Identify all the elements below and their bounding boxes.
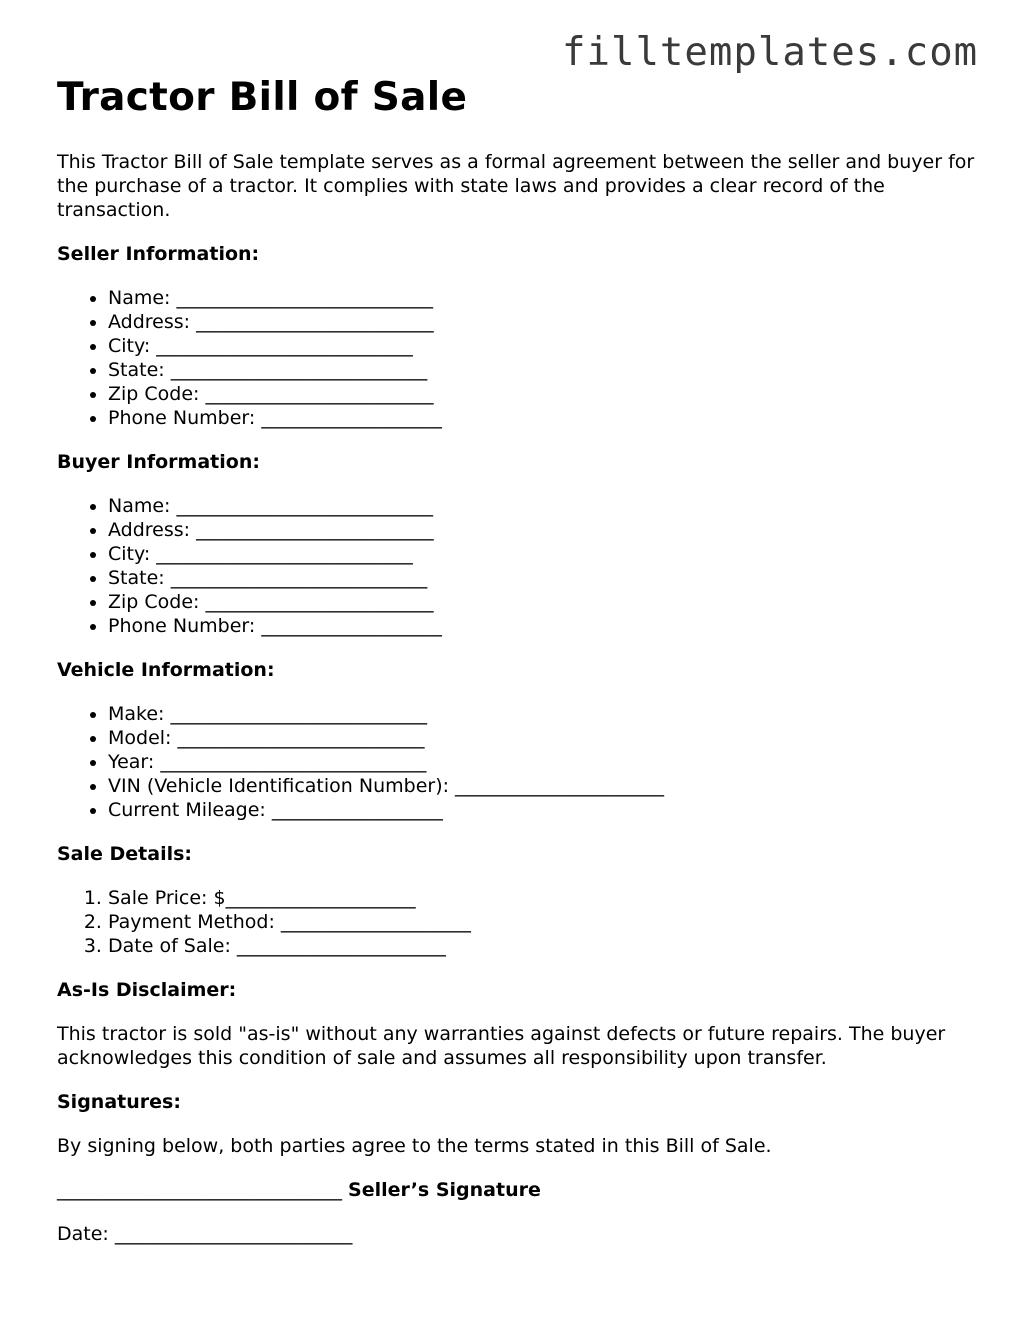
buyer-heading: Buyer Information:	[57, 451, 260, 473]
buyer-list	[57, 494, 997, 638]
vehicle-model-field[interactable]: • Model: __________________________	[108, 726, 997, 750]
signature-date-field[interactable]: Date: _________________________	[57, 1223, 353, 1245]
signatures-text: By signing below, both parties agree to the terms stated in this Bill of Sale.	[57, 1135, 772, 1157]
disclaimer-text: This tractor is sold "as-is" without any warranties against defects or future repairs. The buyer acknowledges this condition of sale and assumes all responsibility upon transfer.	[57, 1023, 946, 1069]
page-title: Tractor Bill of Sale	[57, 75, 468, 120]
seller-phone-field[interactable]: • Phone Number: ___________________	[108, 406, 997, 430]
watermark-logo: filltemplates.com	[562, 30, 979, 75]
buyer-zip-field[interactable]: • Zip Code: ________________________	[108, 590, 997, 614]
intro-paragraph: This Tractor Bill of Sale template serves as a formal agreement between the seller and buyer for the purchase of a tractor. It complies with state laws and provides a clear record of the transaction.	[57, 151, 975, 221]
vehicle-vin-field[interactable]: • VIN (Vehicle Identification Number): ______________________	[108, 774, 997, 798]
buyer-phone-field[interactable]: • Phone Number: ___________________	[108, 614, 997, 638]
sale-heading: Sale Details:	[57, 843, 193, 865]
vehicle-heading: Vehicle Information:	[57, 659, 275, 681]
seller-heading: Seller Information:	[57, 243, 260, 265]
seller-name-field[interactable]: • Name: ___________________________	[108, 286, 997, 310]
sale-price-field[interactable]: 1. Sale Price: $____________________	[108, 886, 997, 910]
buyer-name-field[interactable]: • Name: ___________________________	[108, 494, 997, 518]
vehicle-make-field[interactable]: • Make: ___________________________	[108, 702, 997, 726]
seller-zip-field[interactable]: • Zip Code: ________________________	[108, 382, 997, 406]
seller-signature-line[interactable]: ______________________________	[57, 1179, 342, 1201]
disclaimer-heading: As-Is Disclaimer:	[57, 979, 237, 1001]
buyer-state-field[interactable]: • State: ___________________________	[108, 566, 997, 590]
document-page	[57, 76, 997, 1246]
seller-list	[57, 286, 997, 430]
seller-signature-label: Seller’s Signature	[348, 1179, 541, 1201]
signatures-heading: Signatures:	[57, 1091, 181, 1113]
sale-list	[57, 886, 997, 958]
buyer-address-field[interactable]: • Address: _________________________	[108, 518, 997, 542]
seller-address-field[interactable]: • Address: _________________________	[108, 310, 997, 334]
seller-city-field[interactable]: • City: ___________________________	[108, 334, 997, 358]
buyer-city-field[interactable]: • City: ___________________________	[108, 542, 997, 566]
vehicle-list	[57, 702, 997, 822]
payment-method-field[interactable]: 2. Payment Method: ____________________	[108, 910, 997, 934]
seller-state-field[interactable]: • State: ___________________________	[108, 358, 997, 382]
seller-signature-row	[57, 1178, 997, 1202]
sale-date-field[interactable]: 3. Date of Sale: ______________________	[108, 934, 997, 958]
vehicle-mileage-field[interactable]: • Current Mileage: __________________	[108, 798, 997, 822]
vehicle-year-field[interactable]: • Year: ____________________________	[108, 750, 997, 774]
